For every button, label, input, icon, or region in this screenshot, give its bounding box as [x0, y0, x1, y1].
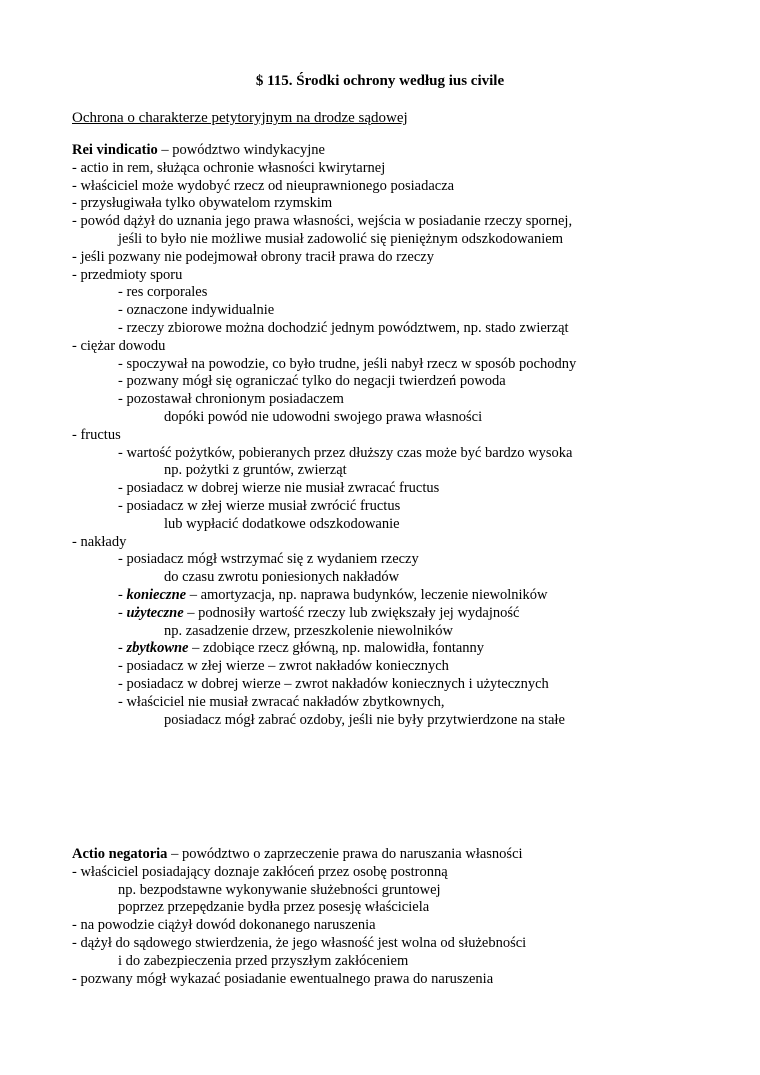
sub-list-item: - spoczywał na powodzie, co było trudne, jeśli nabył rzecz w sposób pochodny	[118, 355, 577, 372]
rei-vindicatio-heading	[72, 142, 732, 160]
sub-list-item: - posiadacz w złej wierze musiał zwrócić fructus	[118, 497, 401, 514]
list-item: - pozwany mógł wykazać posiadanie ewentualnego prawa do naruszenia	[72, 970, 494, 987]
list-item-continuation: i do zabezpieczenia przed przyszłym zakłóceniem	[118, 952, 409, 969]
sub-list-item: - res corporales	[118, 284, 208, 301]
sub-list-item-continuation: np. pożytki z gruntów, zwierząt	[164, 462, 347, 479]
page-title: $ 115. Środki ochrony według ius civile	[255, 73, 505, 89]
sub-list-item-continuation: lub wypłacić dodatkowe odszkodowanie	[164, 515, 400, 532]
rei-vindicatio-section	[72, 142, 732, 729]
list-item: - przysługiwała tylko obywatelom rzymskim	[72, 195, 333, 212]
term-uzyteczne: użyteczne	[126, 604, 184, 621]
heading-definition: – powództwo o zaprzeczenie prawa do naruszania własności	[167, 846, 523, 862]
heading-definition: – powództwo windykacyjne	[157, 142, 325, 158]
heading-term: Rei vindicatio	[72, 142, 158, 158]
sub-list-item-zbytkowne	[72, 640, 732, 658]
term-definition: – podnosiły wartość rzeczy lub zwiększały jej wydajność	[183, 604, 520, 621]
term-zbytkowne: zbytkowne	[126, 640, 189, 657]
list-item-continuation: poprzez przepędzanie bydła przez posesję właściciela	[118, 899, 430, 916]
list-item: - actio in rem, służąca ochronie własności kwirytarnej	[72, 159, 386, 176]
list-item: - właściciel posiadający doznaje zakłóceń przez osobę postronną	[72, 863, 448, 880]
sub-list-item-uzyteczne	[72, 605, 732, 623]
heading-term: Actio negatoria	[72, 846, 168, 862]
sub-list-item: - posiadacz w złej wierze – zwrot nakładów koniecznych	[118, 658, 449, 675]
sub-list-item-konieczne	[72, 587, 732, 605]
actio-negatoria-section	[72, 846, 732, 988]
list-item: - jeśli pozwany nie podejmował obrony tracił prawa do rzeczy	[72, 248, 434, 265]
bullet-prefix: -	[118, 604, 127, 621]
sub-list-item: - posiadacz w dobrej wierze – zwrot nakładów koniecznych i użytecznych	[118, 675, 549, 692]
term-konieczne: konieczne	[126, 586, 187, 603]
list-item: - dążył do sądowego stwierdzenia, że jego własność jest wolna od służebności	[72, 934, 527, 951]
sub-list-item-continuation: np. zasadzenie drzew, przeszkolenie niewolników	[164, 622, 453, 639]
sub-list-item-continuation: posiadacz mógł zabrać ozdoby, jeśli nie były przytwierdzone na stałe	[164, 711, 565, 728]
list-item: - nakłady	[72, 533, 127, 550]
term-definition: – zdobiące rzecz główną, np. malowidła, fontanny	[188, 640, 485, 657]
section-subtitle: Ochrona o charakterze petytoryjnym na drodze sądowej	[72, 110, 408, 126]
list-item: - powód dążył do uznania jego prawa własności, wejścia w posiadanie rzeczy spornej,	[72, 213, 573, 230]
list-item-continuation: jeśli to było nie możliwe musiał zadowolić się pieniężnym odszkodowaniem	[118, 230, 563, 247]
sub-list-item: - wartość pożytków, pobieranych przez dłuższy czas może być bardzo wysoka	[118, 444, 573, 461]
bullet-prefix: -	[118, 640, 127, 657]
sub-list-item: - oznaczone indywidualnie	[118, 302, 275, 319]
sub-list-item: - właściciel nie musiał zwracać nakładów zbytkownych,	[118, 693, 445, 710]
sub-list-item: - rzeczy zbiorowe można dochodzić jednym powództwem, np. stado zwierząt	[118, 319, 569, 336]
list-item: - właściciel może wydobyć rzecz od nieuprawnionego posiadacza	[72, 177, 455, 194]
list-item: - ciężar dowodu	[72, 337, 166, 354]
actio-negatoria-heading	[72, 846, 732, 864]
list-item: - fructus	[72, 426, 121, 443]
sub-list-item-continuation: do czasu zwrotu poniesionych nakładów	[164, 569, 400, 586]
bullet-prefix: -	[118, 586, 127, 603]
sub-list-item: - posiadacz w dobrej wierze nie musiał zwracać fructus	[118, 480, 440, 497]
sub-list-item: - posiadacz mógł wstrzymać się z wydaniem rzeczy	[118, 551, 419, 568]
list-item: - na powodzie ciążył dowód dokonanego naruszenia	[72, 917, 376, 934]
sub-list-item: - pozostawał chronionym posiadaczem	[118, 391, 344, 408]
sub-list-item: - pozwany mógł się ograniczać tylko do negacji twierdzeń powoda	[118, 373, 506, 390]
list-item: - przedmioty sporu	[72, 266, 183, 283]
term-definition: – amortyzacja, np. naprawa budynków, leczenie niewolników	[186, 586, 548, 603]
list-item-continuation: np. bezpodstawne wykonywanie służebności gruntowej	[118, 881, 441, 898]
sub-list-item-continuation: dopóki powód nie udowodni swojego prawa własności	[164, 408, 483, 425]
